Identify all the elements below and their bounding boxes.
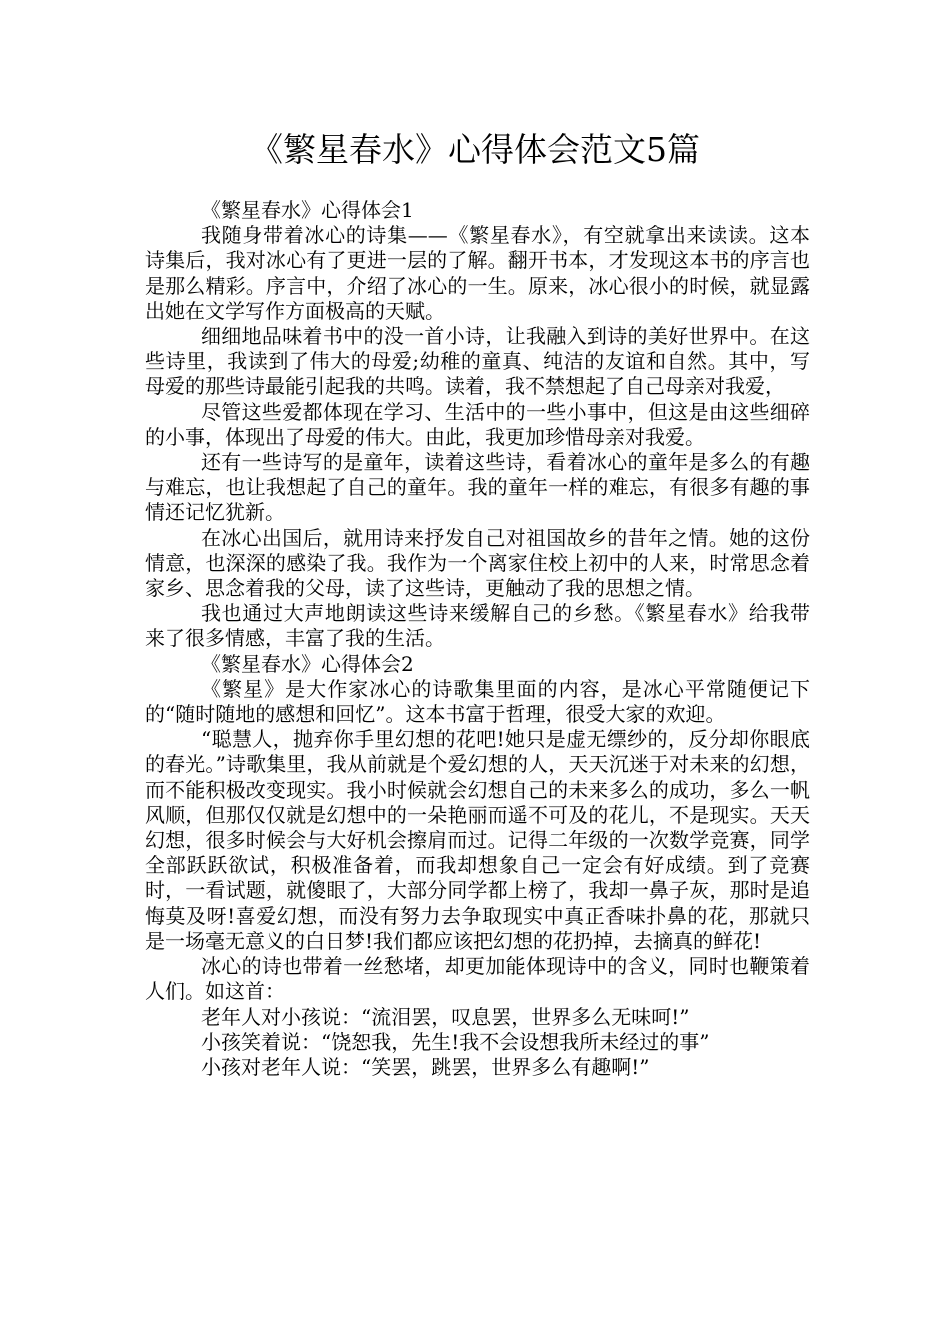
paragraph: 在冰心出国后，就用诗来抒发自己对祖国故乡的昔年之情。她的这份情意，也深深的感染了我。我作为一个离家住校上初中的人来，时常思念着家乡、思念着我的父母，读了这些诗，更触动了我的思想之情。 — [145, 525, 810, 601]
paragraph: 细细地品味着书中的没一首小诗，让我融入到诗的美好世界中。在这些诗里，我读到了伟大的母爱;幼稚的童真、纯洁的友谊和自然。其中，写母爱的那些诗最能引起我的共鸣。读着，我不禁想起了自己母亲对我爱， — [145, 324, 810, 399]
paragraph: 我随身带着冰心的诗集——《繁星春水》，有空就拿出来读读。这本诗集后，我对冰心有了更进一层的了解。翻开书本，才发现这本书的序言也是那么精彩。序言中，介绍了冰心的一生。原来，冰心很小的时候，就显露出她在文学写作方面极高的天赋。 — [145, 223, 810, 323]
document-body — [145, 198, 810, 1080]
poem-line: 老年人对小孩说：“流泪罢，叹息罢，世界多么无味呵!” — [201, 1004, 690, 1029]
section-heading-1: 《繁星春水》心得体会1 — [201, 198, 414, 222]
poem-line: 小孩笑着说：“饶恕我，先生!我不会设想我所未经过的事” — [201, 1029, 710, 1054]
paragraph: “聪慧人，抛弃你手里幻想的花吧!她只是虚无缥纱的，反分却你眼底的春光。”诗歌集里，我从前就是个爱幻想的人，天天沉迷于对未来的幻想，而不能积极改变现实。我小时候就会幻想自己的未来多么的成功，多么一帆风顺，但那仅仅就是幻想中的一朵艳丽而遥不可及的花儿，不是现实。天天幻想，很多时候会与大好机会擦肩而过。记得二年级的一次数学竞赛，同学全部跃跃欲试，积极准备着，而我却想象自己一定会有好成绩。到了竞赛时，一看试题，就傻眼了，大部分同学都上榜了，我却一鼻子灰，那时是追悔莫及呀!喜爱幻想，而没有努力去争取现实中真正香味扑鼻的花，那就只是一场毫无意义的白日梦!我们都应该把幻想的花扔掉，去摘真的鲜花! — [145, 727, 810, 953]
paragraph: 还有一些诗写的是童年，读着这些诗，看着冰心的童年是多么的有趣与难忘，也让我想起了自己的童年。我的童年一样的难忘，有很多有趣的事情还记忆犹新。 — [145, 450, 810, 525]
paragraph: 冰心的诗也带着一丝愁堵，却更加能体现诗中的含义，同时也鞭策着人们。如这首： — [145, 954, 810, 1004]
paragraph: 我也通过大声地朗读这些诗来缓解自己的乡愁。《繁星春水》给我带来了很多情感，丰富了我的生活。 — [145, 601, 810, 651]
paragraph: 尽管这些爱都体现在学习、生活中的一些小事中，但这是由这些细碎的小事，体现出了母爱的伟大。由此，我更加珍惜母亲对我爱。 — [145, 399, 810, 449]
document-title: 《繁星春水》心得体会范文5篇 — [250, 130, 700, 169]
poem-line: 小孩对老年人说：“笑罢，跳罢，世界多么有趣啊!” — [201, 1054, 650, 1079]
section-heading-2: 《繁星春水》心得体会2 — [201, 651, 414, 676]
paragraph: 《繁星》是大作家冰心的诗歌集里面的内容，是冰心平常随便记下的“随时随地的感想和回忆”。这本书富于哲理，很受大家的欢迎。 — [145, 676, 810, 727]
